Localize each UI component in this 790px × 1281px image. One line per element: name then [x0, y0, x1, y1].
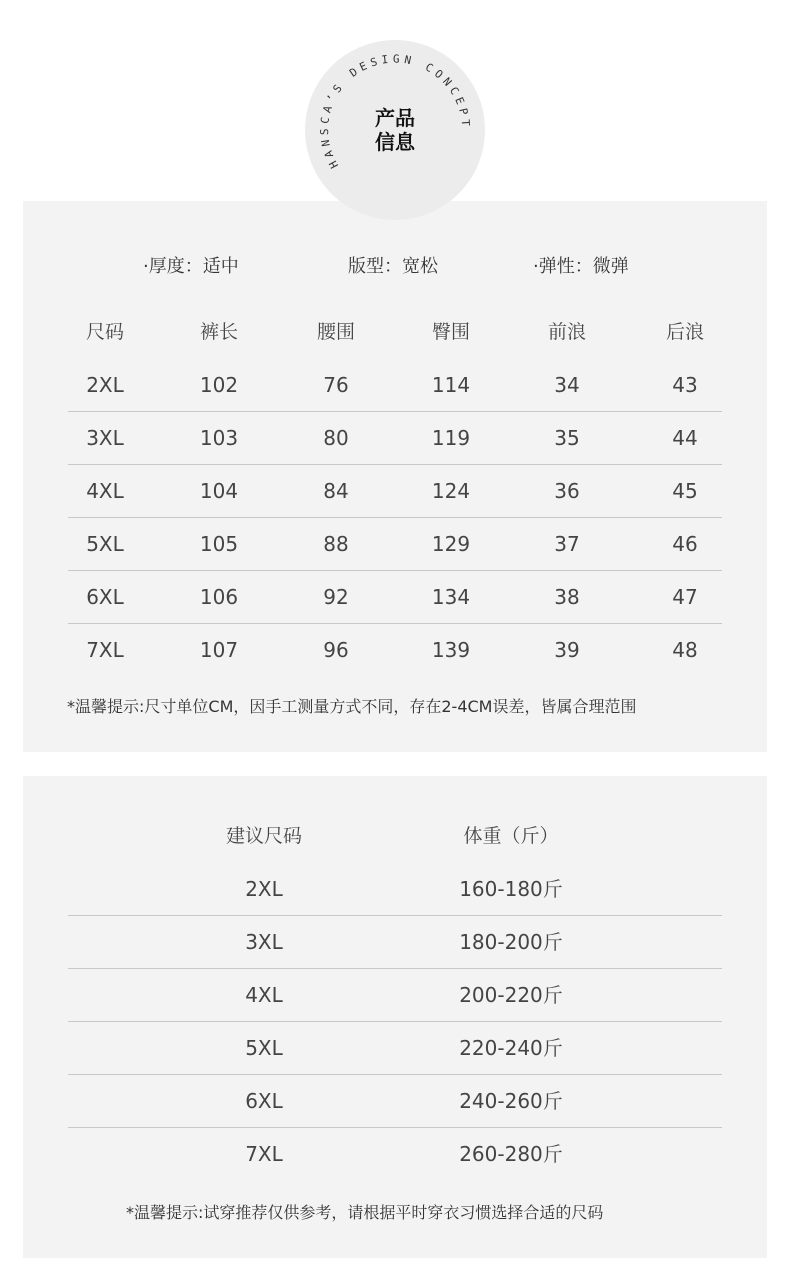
table-row [68, 1022, 722, 1075]
product-info-badge [305, 40, 485, 220]
table-cell: 4XL [245, 983, 283, 1007]
table-cell: 104 [199, 479, 239, 503]
table-cell: 139 [431, 638, 471, 662]
table-row [68, 969, 722, 1022]
badge-title-line1: 产品 [375, 106, 415, 130]
size-table [68, 306, 722, 677]
table-cell: 6XL [86, 585, 124, 609]
badge-title [305, 106, 485, 154]
table-cell: 200-220斤 [459, 983, 563, 1007]
table-cell: 5XL [245, 1036, 283, 1060]
table-row [68, 916, 722, 969]
table-row [68, 1075, 722, 1128]
table-cell: 76 [323, 373, 349, 397]
table-row [68, 624, 722, 677]
column-header: 体重（斤） [463, 825, 559, 847]
column-header: 建议尺码 [225, 825, 302, 847]
attribute-elasticity: ·弹性：微弹 [533, 256, 629, 277]
table-cell: 107 [199, 638, 239, 662]
table-cell: 6XL [245, 1089, 283, 1113]
size-note: *温馨提示:尺寸单位CM，因手工测量方式不同，存在2-4CM误差，皆属合理范围 [67, 697, 637, 716]
table-cell: 124 [431, 479, 471, 503]
table-cell: 44 [672, 426, 698, 450]
weight-note: *温馨提示:试穿推荐仅供参考，请根据平时穿衣习惯选择合适的尺码 [126, 1203, 604, 1222]
table-cell: 80 [323, 426, 349, 450]
table-cell: 48 [672, 638, 698, 662]
column-header: 后浪 [665, 321, 704, 343]
table-header-row [68, 810, 722, 863]
column-header: 腰围 [316, 321, 355, 343]
table-cell: 39 [554, 638, 580, 662]
table-cell: 119 [431, 426, 471, 450]
table-row [68, 412, 722, 465]
table-cell: 7XL [245, 1142, 283, 1166]
table-cell: 129 [431, 532, 471, 556]
attribute-fit: 版型：宽松 [348, 256, 438, 277]
table-cell: 96 [323, 638, 349, 662]
badge-title-line2: 信息 [375, 130, 415, 154]
table-cell: 3XL [86, 426, 124, 450]
table-cell: 7XL [86, 638, 124, 662]
table-cell: 38 [554, 585, 580, 609]
table-row [68, 465, 722, 518]
table-cell: 36 [554, 479, 580, 503]
table-cell: 3XL [245, 930, 283, 954]
table-row [68, 863, 722, 916]
column-header: 尺码 [85, 321, 124, 343]
table-cell: 34 [554, 373, 580, 397]
table-row [68, 359, 722, 412]
table-cell: 114 [431, 373, 471, 397]
table-cell: 106 [199, 585, 239, 609]
table-cell: 35 [554, 426, 580, 450]
table-cell: 240-260斤 [459, 1089, 563, 1113]
table-row [68, 571, 722, 624]
table-cell: 45 [672, 479, 698, 503]
table-cell: 220-240斤 [459, 1036, 563, 1060]
table-cell: 2XL [245, 877, 283, 901]
column-header: 裤长 [199, 321, 238, 343]
table-cell: 103 [199, 426, 239, 450]
table-header-row [68, 306, 722, 359]
table-row [68, 1128, 722, 1181]
attribute-thickness: ·厚度：适中 [143, 256, 239, 277]
table-cell: 43 [672, 373, 698, 397]
table-cell: 46 [672, 532, 698, 556]
table-cell: 88 [323, 532, 349, 556]
table-cell: 260-280斤 [459, 1142, 563, 1166]
table-cell: 105 [199, 532, 239, 556]
table-cell: 37 [554, 532, 580, 556]
table-row [68, 518, 722, 571]
table-cell: 160-180斤 [459, 877, 563, 901]
table-cell: 134 [431, 585, 471, 609]
column-header: 臀围 [431, 321, 470, 343]
table-cell: 84 [323, 479, 349, 503]
table-cell: 47 [672, 585, 698, 609]
table-cell: 4XL [86, 479, 124, 503]
table-cell: 2XL [86, 373, 124, 397]
svg-text:HANSCA’S DESIGN CONCEPT: HANSCA’S DESIGN CONCEPT [318, 52, 473, 171]
table-cell: 92 [323, 585, 349, 609]
table-cell: 5XL [86, 532, 124, 556]
weight-table [68, 810, 722, 1181]
table-cell: 102 [199, 373, 239, 397]
table-cell: 180-200斤 [459, 930, 563, 954]
column-header: 前浪 [547, 321, 586, 343]
